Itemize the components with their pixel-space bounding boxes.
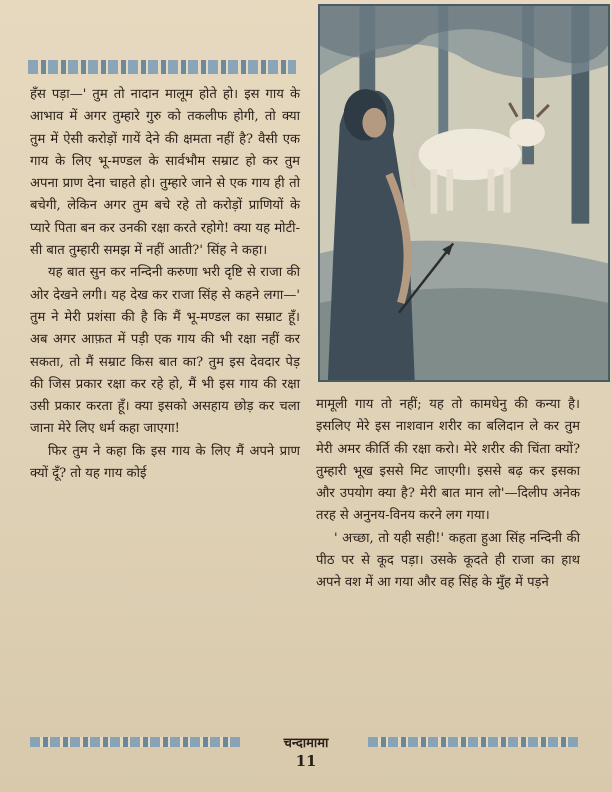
column-left (30, 84, 300, 485)
story-illustration (318, 4, 610, 382)
decorative-border-top (28, 60, 296, 74)
page-number: 11 (295, 752, 317, 770)
decorative-border-bottom-left (30, 737, 240, 747)
paragraph-2: यह बात सुन कर नन्दिनी करुणा भरी दृष्टि से राजा की ओर देखने लगी। यह देख कर राजा सिंह से कहने लगा—' तुम ने मेरी प्रशंसा की है कि मैं भू-मण्डल का सम्राट हूँ। अब अगर आफ़त में पड़ी एक गाय की भी रक्षा नहीं कर सकता, तो मैं सम्राट किस बात का? तुम इस देवदार पेड़ की जिस प्रकार रक्षा कर रहे हो, मैं भी इस गाय की रक्षा उसी प्रकार करता हूँ। क्या इसको असहाय छोड़ कर चला जाना मेरे लिए धर्म कहा जाएगा! (30, 265, 300, 437)
magazine-title: चन्दामामा (283, 736, 329, 751)
forest-cow-warrior-image (320, 6, 608, 380)
paragraph-1: हँस पड़ा—' तुम तो नादान मालूम होते हो। इस गाय के आभाव में अगर तुम्हारे गुरु को तकलीफ होगी, तो क्या तुम में ऐसी करोड़ों गायें देने की क्षमता नहीं है? वैसी एक गाय के लिए भू-मण्डल के सार्वभौम सम्राट हो कर तुम अपना प्राण देना चाहते हो। तुम्हारे जाने से एक गाय ही तो बचेगी, लेकिन अगर तुम बचे रहे तो करोड़ों प्राणियों के प्यारे पिता बन कर उनकी रक्षा करते रहोगे! क्या यह मोटी-सी बात तुम्हारी समझ में नहीं आती?' सिंह ने कहा। (30, 87, 300, 259)
paragraph-4: मामूली गाय तो नहीं; यह तो कामधेनु की कन्या है। इसलिए मेरे इस नाशवान शरीर का बलिदान ले कर तुम मेरी अमर कीर्ति की रक्षा करो। मेरे शरीर की चिंता क्यों? तुम्हारी भूख इससे मिट जाएगी। इससे बढ़ कर इसका और उपयोग क्या है? मेरी बात मान लो'—दिलीप अनेक तरह से अनुनय-विनय करने लग गया। (316, 397, 580, 524)
column-right (316, 394, 580, 595)
paragraph-3: फिर तुम ने कहा कि इस गाय के लिए मैं अपने प्राण क्यों दूँ? तो यह गाय कोई (30, 443, 300, 482)
decorative-border-bottom-right (368, 737, 578, 747)
paragraph-5: ' अच्छा, तो यही सही!' कहता हुआ सिंह नन्दिनी की पीठ पर से कूद पड़ा। उसके कूदते ही राजा का हाथ अपने वश में आ गया और वह सिंह के मुँह में पड़ने (316, 530, 580, 591)
